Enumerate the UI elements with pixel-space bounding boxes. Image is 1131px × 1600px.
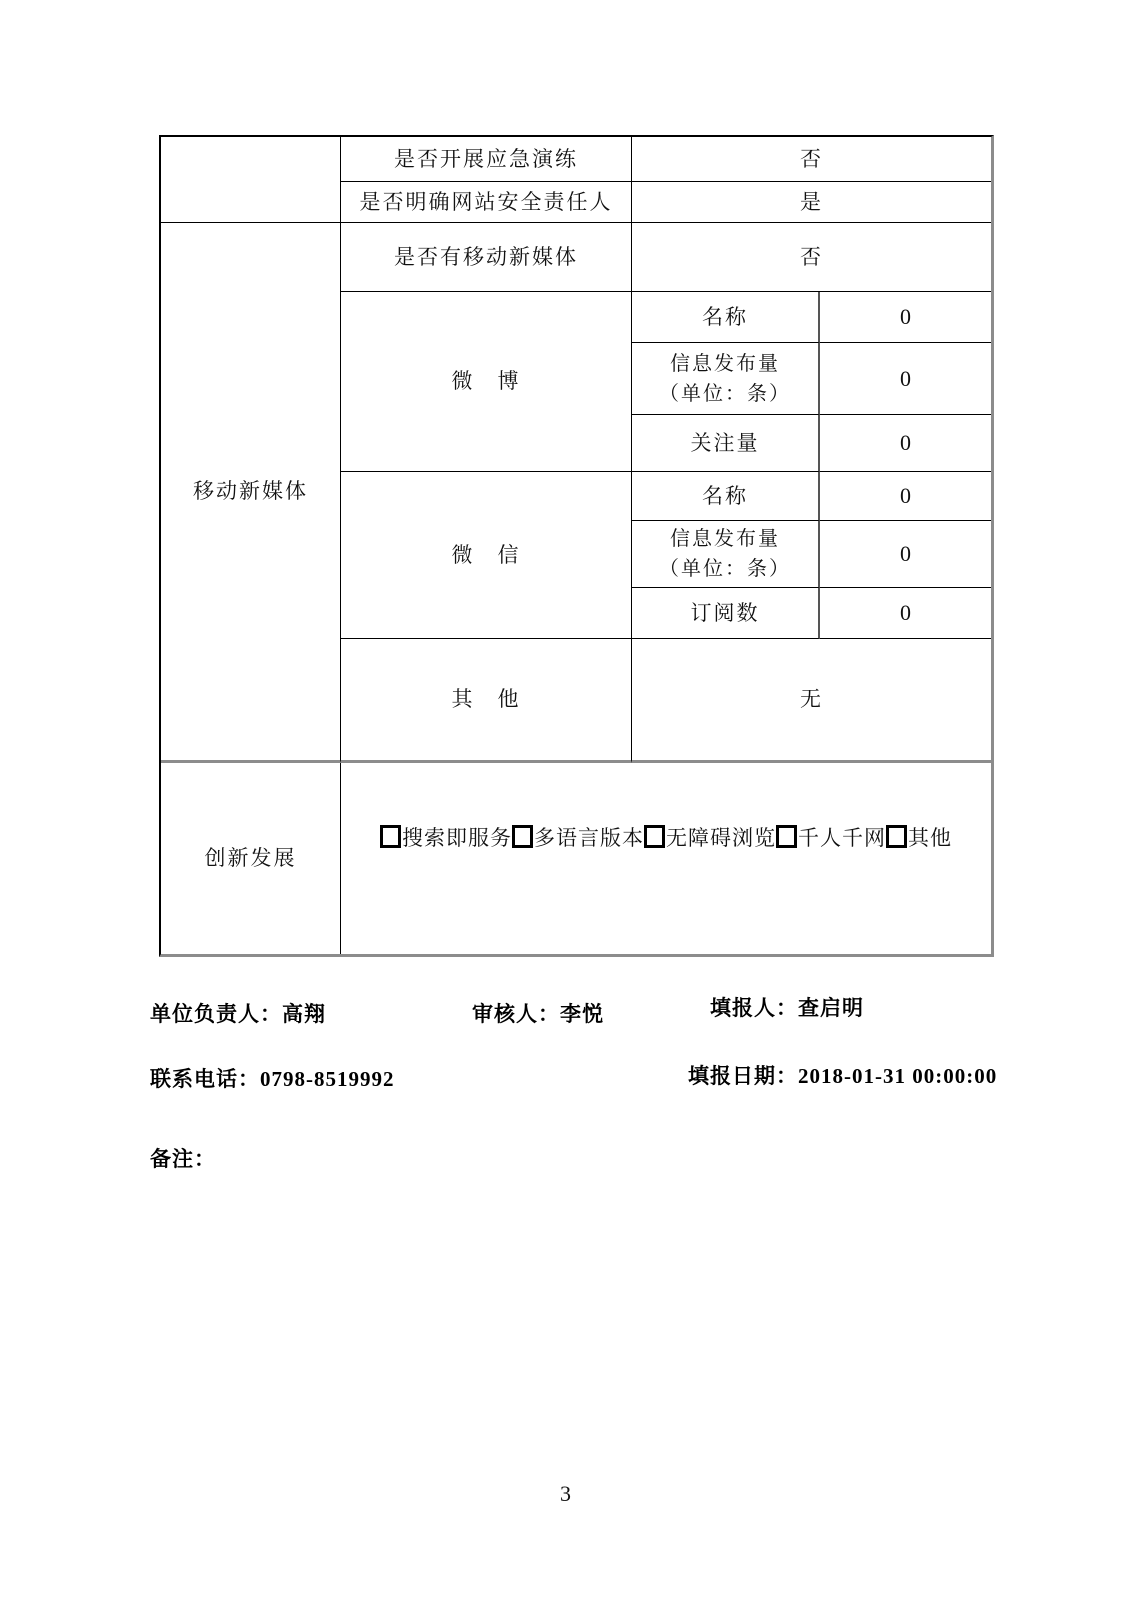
weibo-label: 微 博 xyxy=(341,292,632,472)
unit-head-label: 单位负责人： xyxy=(150,1002,282,1026)
unit-head-field xyxy=(150,998,326,1028)
innovation-option-personalization-label: 千人千网 xyxy=(798,826,886,851)
reviewer-field xyxy=(472,998,604,1028)
annual-report-table xyxy=(159,135,994,957)
innovation-options xyxy=(341,763,991,954)
weibo-followers-value: 0 xyxy=(820,415,991,472)
emergency-drill-label: 是否开展应急演练 xyxy=(341,137,632,182)
checkbox-accessibility-icon[interactable] xyxy=(644,825,665,848)
fill-date-value: 2018-01-31 00:00:00 xyxy=(798,1064,998,1088)
has-mobile-media-label: 是否有移动新媒体 xyxy=(341,223,632,292)
category-cell-empty xyxy=(161,137,341,223)
security-responsible-label: 是否明确网站安全责任人 xyxy=(341,182,632,223)
weibo-posts-label xyxy=(632,343,820,415)
unit-head-value: 高翔 xyxy=(282,1002,326,1026)
reviewer-label: 审核人： xyxy=(472,1002,560,1026)
filler-field xyxy=(710,992,864,1022)
innovation-option-search-service-label: 搜索即服务 xyxy=(402,826,512,851)
weibo-name-label: 名称 xyxy=(632,292,820,343)
security-responsible-value: 是 xyxy=(632,182,991,223)
weibo-posts-label-line1: 信息发布量 xyxy=(670,352,780,375)
wechat-posts-label-line2: （单位：条） xyxy=(659,558,791,580)
checkbox-search-service-icon[interactable] xyxy=(380,825,401,848)
checkbox-personalization-icon[interactable] xyxy=(776,825,797,848)
page-number: 3 xyxy=(560,1481,571,1506)
innovation-option-multilingual xyxy=(512,824,644,852)
innovation-option-other-label: 其他 xyxy=(908,826,952,851)
weibo-posts-value: 0 xyxy=(820,343,991,415)
innovation-option-accessibility-label: 无障碍浏览 xyxy=(666,826,776,851)
reviewer-value: 李悦 xyxy=(560,1002,604,1026)
remark-label: 备注： xyxy=(150,1147,216,1171)
wechat-posts-label-line1: 信息发布量 xyxy=(670,528,780,550)
innovation-option-multilingual-label: 多语言版本 xyxy=(534,826,644,851)
category-innovation: 创新发展 xyxy=(161,763,341,954)
phone-label: 联系电话： xyxy=(150,1067,260,1091)
fill-date-label: 填报日期： xyxy=(688,1064,798,1088)
innovation-option-personalization xyxy=(776,824,886,852)
checkbox-other-icon[interactable] xyxy=(886,825,907,848)
weibo-name-value: 0 xyxy=(820,292,991,343)
wechat-name-value: 0 xyxy=(820,472,991,521)
fill-date-field xyxy=(688,1060,997,1090)
wechat-name-label: 名称 xyxy=(632,472,820,521)
phone-value: 0798-8519992 xyxy=(260,1067,395,1091)
wechat-label: 微 信 xyxy=(341,472,632,639)
has-mobile-media-value: 否 xyxy=(632,223,991,292)
innovation-option-accessibility xyxy=(644,824,776,852)
innovation-option-search-service xyxy=(380,824,512,852)
other-media-value: 无 xyxy=(632,639,991,763)
category-mobile-media: 移动新媒体 xyxy=(161,223,341,763)
other-media-label: 其 他 xyxy=(341,639,632,763)
innovation-option-other xyxy=(886,824,952,852)
checkbox-multilingual-icon[interactable] xyxy=(512,825,533,848)
remark-field xyxy=(150,1143,216,1173)
filler-value: 查启明 xyxy=(798,996,864,1020)
filler-label: 填报人： xyxy=(710,996,798,1020)
wechat-posts-label xyxy=(632,521,820,588)
phone-field xyxy=(150,1063,395,1093)
wechat-subscribers-value: 0 xyxy=(820,588,991,639)
weibo-followers-label: 关注量 xyxy=(632,415,820,472)
wechat-posts-value: 0 xyxy=(820,521,991,588)
emergency-drill-value: 否 xyxy=(632,137,991,182)
wechat-subscribers-label: 订阅数 xyxy=(632,588,820,639)
weibo-posts-label-line2: （单位：条） xyxy=(659,382,791,405)
